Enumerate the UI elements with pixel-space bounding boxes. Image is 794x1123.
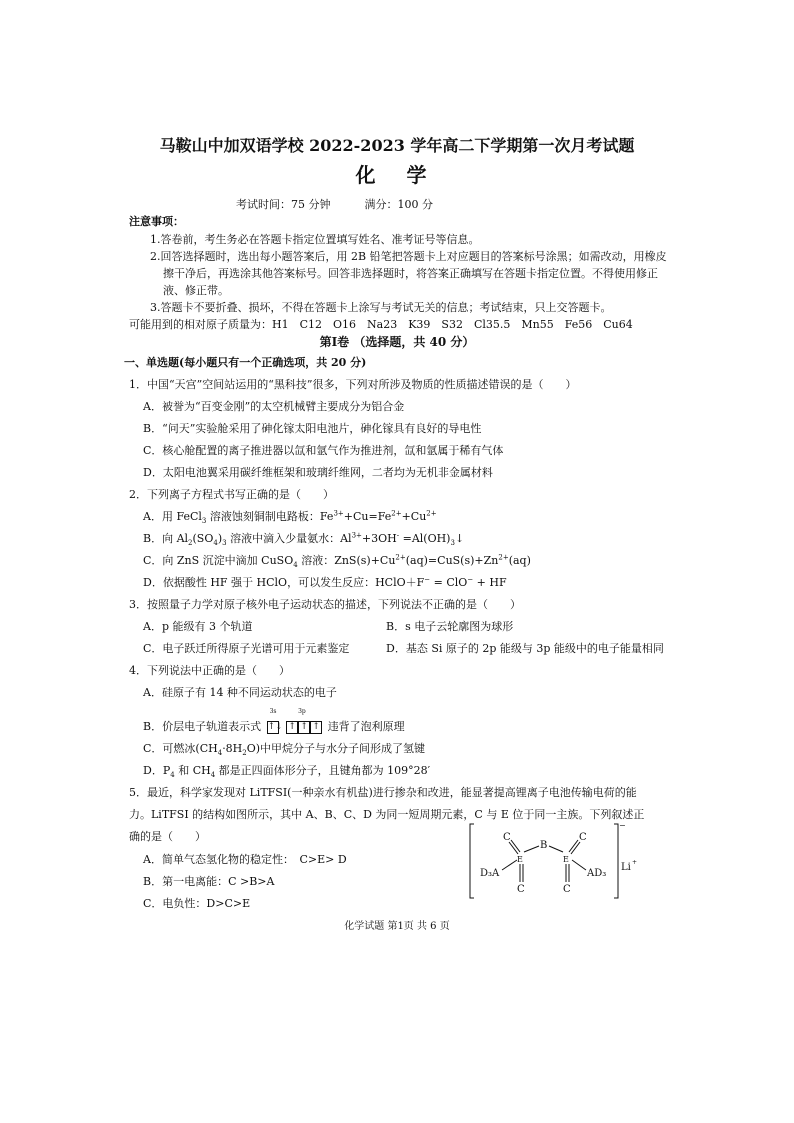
atom-c: C [517,884,525,895]
q1-option-c: C．核心舱配置的离子推进器以氙和氩气作为推进剂，氙和氩属于稀有气体 [143,444,504,457]
q4-option-d: D．$P_4$ 和 $CH_4$ 都是正四面体形分子，且键角都为 109°28′ [143,764,431,780]
q5-option-b: B．第一电离能：C >B>A [143,875,275,888]
litfsi-structure-diagram [466,820,646,900]
question-2-stem: 2．下列离子方程式书写正确的是（ ） [129,488,334,501]
bond [549,846,563,852]
left-bracket [470,824,474,898]
bond [572,860,586,870]
exam-time: 考试时间：75 分钟 [236,198,331,211]
q3-option-b: B．s 电子云轮廓图为球形 [386,620,514,633]
q1-option-a: A．被誉为“百变金刚”的太空机械臂主要成分为铝合金 [143,400,405,413]
atom-e: E [517,855,523,864]
atom-c: C [579,832,587,843]
q3-option-a: A．p 能级有 3 个轨道 [143,620,253,633]
q3-option-c: C．电子跃迁所得原子光谱可用于元素鉴定 [143,642,350,655]
notice-item: 2.回答选择题时，选出每小题答案后，用 2B 铅笔把答题卡上对应题目的答案标号涂黑；如需改动，用橡皮 [150,250,667,263]
q5-option-a: A．简单气态氢化物的稳定性： C>E> D [143,853,347,866]
question-5-line: 力。LiTFSI 的结构如图所示，其中 A、B、C、D 为同一短周期元素，C 与 E 位于同一主族。下列叙述正 [129,808,645,821]
q3-option-d: D．基态 Si 原子的 2p 能级与 3p 能级中的电子能量相同 [386,642,664,655]
q1-option-b: B．“问天”实验舱采用了砷化镓太阳电池片，砷化镓具有良好的导电性 [143,422,482,435]
orbital-3s: 3s ↑↓ [267,708,283,732]
q1-option-d: D．太阳电池翼采用碳纤维框架和玻璃纤维网，二者均为无机非金属材料 [143,466,493,479]
exam-title: 马鞍山中加双语学校 2022-2023 学年高二下学期第一次月考试题 [159,136,635,155]
q2-option-b: B．向 $Al_2(SO_4)_3$ 溶液中滴入少量氨水：$Al^{3+}+3OH^-$ $=Al(OH)_3↓$ [143,531,465,548]
charge-minus: − [619,821,626,830]
orbital-3p: 3p ↑ ↑ ↑ [286,720,322,734]
notice-item: 擦干净后，再选涂其他答案标号。回答非选择题时，将答案正确填写在答题卡指定位置。不得使用修正 [163,267,658,280]
q2-option-a: A．用 FeCl$_3$ 溶液蚀刻铜制电路板：$Fe^{3+}+Cu=Fe^{2+}+Cu^{2+}$ [143,509,437,526]
q4-option-b: B．价层电子轨道表示式 3s ↑↓ 3p ↑ ↑ ↑ 违背了泡利原理 [143,708,405,733]
atomic-masses: 可能用到的相对原子质量为：H1 C12 O16 Na23 K39 S32 Cl35.5 Mn55 Fe56 Cu64 [129,318,633,331]
q2-option-c: C．向 ZnS 沉淀中滴加 CuSO$_4$ 溶液：$ZnS(s)+Cu^{2+}(aq)=CuS(s)+Zn^{2+}(aq)$ [143,553,531,570]
lithium-ion: Li [621,862,631,873]
notice-item: 液、修正带。 [163,284,229,297]
q4-option-a: A．硅原子有 14 种不同运动状态的电子 [143,686,337,699]
atom-b: B [540,840,548,851]
group-ad3: AD₃ [587,868,607,879]
right-bracket [614,824,618,898]
q2-option-d: D．依据酸性 HF 强于 HClO，可以发生反应：HClO＋F− = ClO− + HF [143,575,507,589]
notice-heading: 注意事项： [129,215,184,228]
notice-item: 3.答题卡不要折叠、损坏，不得在答题卡上涂写与考试无关的信息；考试结束，只上交答题卡。 [150,301,612,314]
bond [502,860,517,870]
question-4-stem: 4．下列说法中正确的是（ ） [129,664,290,677]
question-5-line: 确的是（ ） [129,830,206,843]
atom-c: C [503,832,511,843]
atom-e: E [563,855,569,864]
question-1-stem: 1．中国“天宫”空间站运用的“黑科技”很多，下列对所涉及物质的性质描述错误的是（ ） [129,378,577,391]
group-d3a: D₃A [480,868,500,879]
question-3-stem: 3．按照量子力学对原子核外电子运动状态的描述，下列说法不正确的是（ ） [129,598,521,611]
q5-option-c: C．电负性：D>C>E [143,897,251,910]
page-footer: 化学试题 第1页 共 6 页 [344,921,450,932]
bond [524,846,539,852]
exam-meta [236,196,433,212]
q4-option-c: C．可燃冰$(CH_4\cdot 8H_2O)$中甲烷分子与水分子间形成了氢键 [143,742,426,758]
notice-item: 1.答卷前，考生务必在答题卡指定位置填写姓名、准考证号等信息。 [150,233,480,246]
part-heading: 第Ⅰ卷 （选择题，共 40 分） [319,335,475,349]
subject-title: 化 学 [355,163,439,187]
lithium-charge: + [632,859,638,866]
atom-c: C [563,884,571,895]
exam-score: 满分：100 分 [364,198,433,211]
question-5-line: 5．最近，科学家发现对 LiTFSI(一种亲水有机盐)进行掺杂和改进，能显著提高锂离子电池传输电荷的能 [129,786,637,799]
section-heading: 一、单选题(每小题只有一个正确选项，共 20 分) [124,356,367,369]
